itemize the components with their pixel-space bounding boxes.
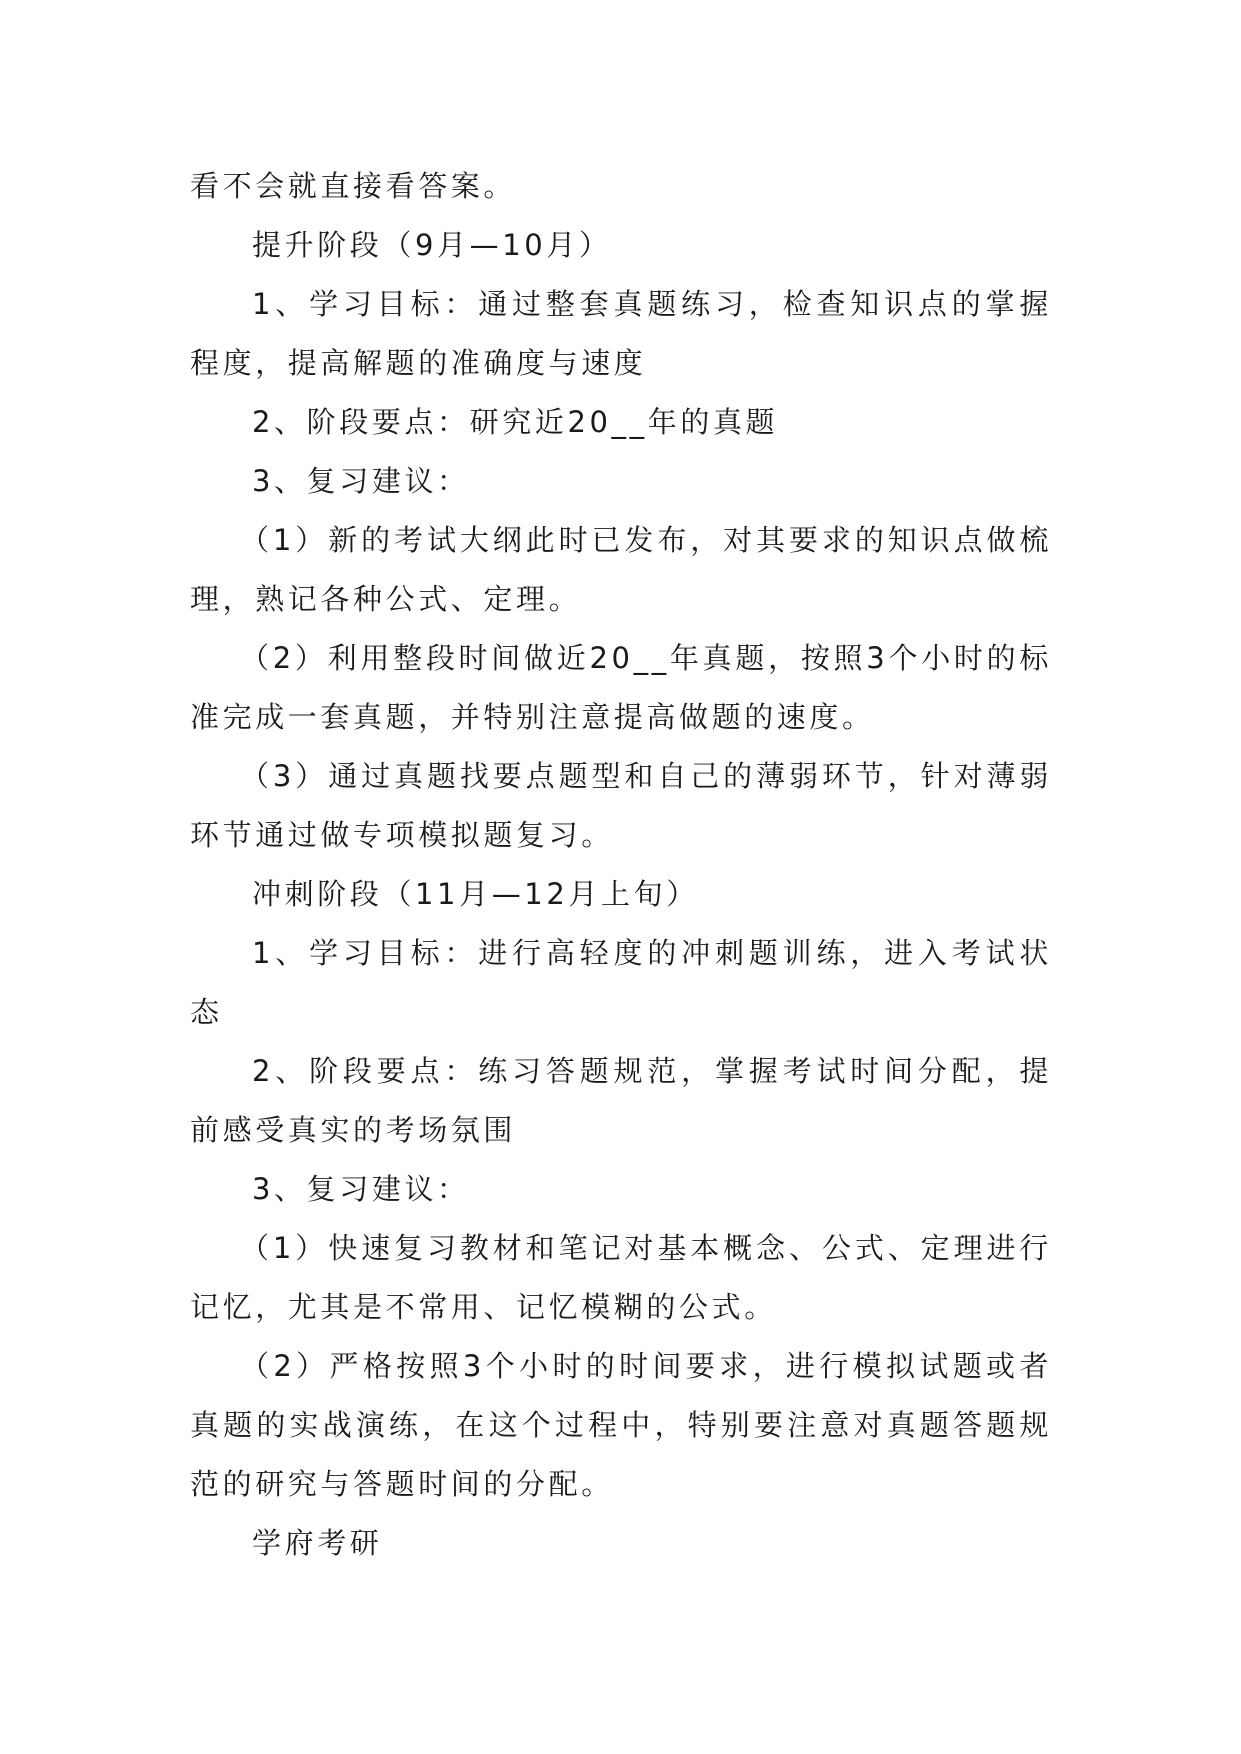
paragraph-review-advice-2: 3、复习建议： [252,1172,470,1206]
paragraph-intro-continuation: 看不会就直接看答案。 [190,169,517,203]
paragraph-learning-goal-1: 1、学习目标：通过整套真题练习，检查知识点的掌握程度，提高解题的准确度与速度 [190,287,1052,380]
paragraph-signature: 学府考研 [252,1526,383,1560]
heading-improvement-stage: 提升阶段（9月—10月） [252,228,612,262]
paragraph-stage-key-points-2: 2、阶段要点：练习答题规范，掌握考试时间分配，提前感受真实的考场氛围 [190,1054,1052,1147]
paragraph-advice-1-3: （3）通过真题找要点题型和自己的薄弱环节，针对薄弱环节通过做专项模拟题复习。 [190,759,1052,852]
heading-sprint-stage: 冲刺阶段（11月—12月上旬） [252,877,699,911]
paragraph-learning-goal-2: 1、学习目标：进行高轻度的冲刺题训练，进入考试状态 [190,936,1052,1029]
paragraph-stage-key-points-1: 2、阶段要点：研究近20__年的真题 [252,405,779,439]
paragraph-advice-1-2: （2）利用整段时间做近20__年真题，按照3个小时的标准完成一套真题，并特别注意提高做题的速度。 [190,641,1052,734]
paragraph-advice-2-1: （1）快速复习教材和笔记对基本概念、公式、定理进行记忆，尤其是不常用、记忆模糊的公式。 [190,1231,1052,1324]
paragraph-advice-2-2: （2）严格按照3个小时的时间要求，进行模拟试题或者真题的实战演练，在这个过程中，特别要注意对真题答题规范的研究与答题时间的分配。 [190,1349,1052,1501]
document-body [190,157,1052,1573]
paragraph-review-advice-1: 3、复习建议： [252,464,470,498]
paragraph-advice-1-1: （1）新的考试大纲此时已发布，对其要求的知识点做梳理，熟记各种公式、定理。 [190,523,1052,616]
